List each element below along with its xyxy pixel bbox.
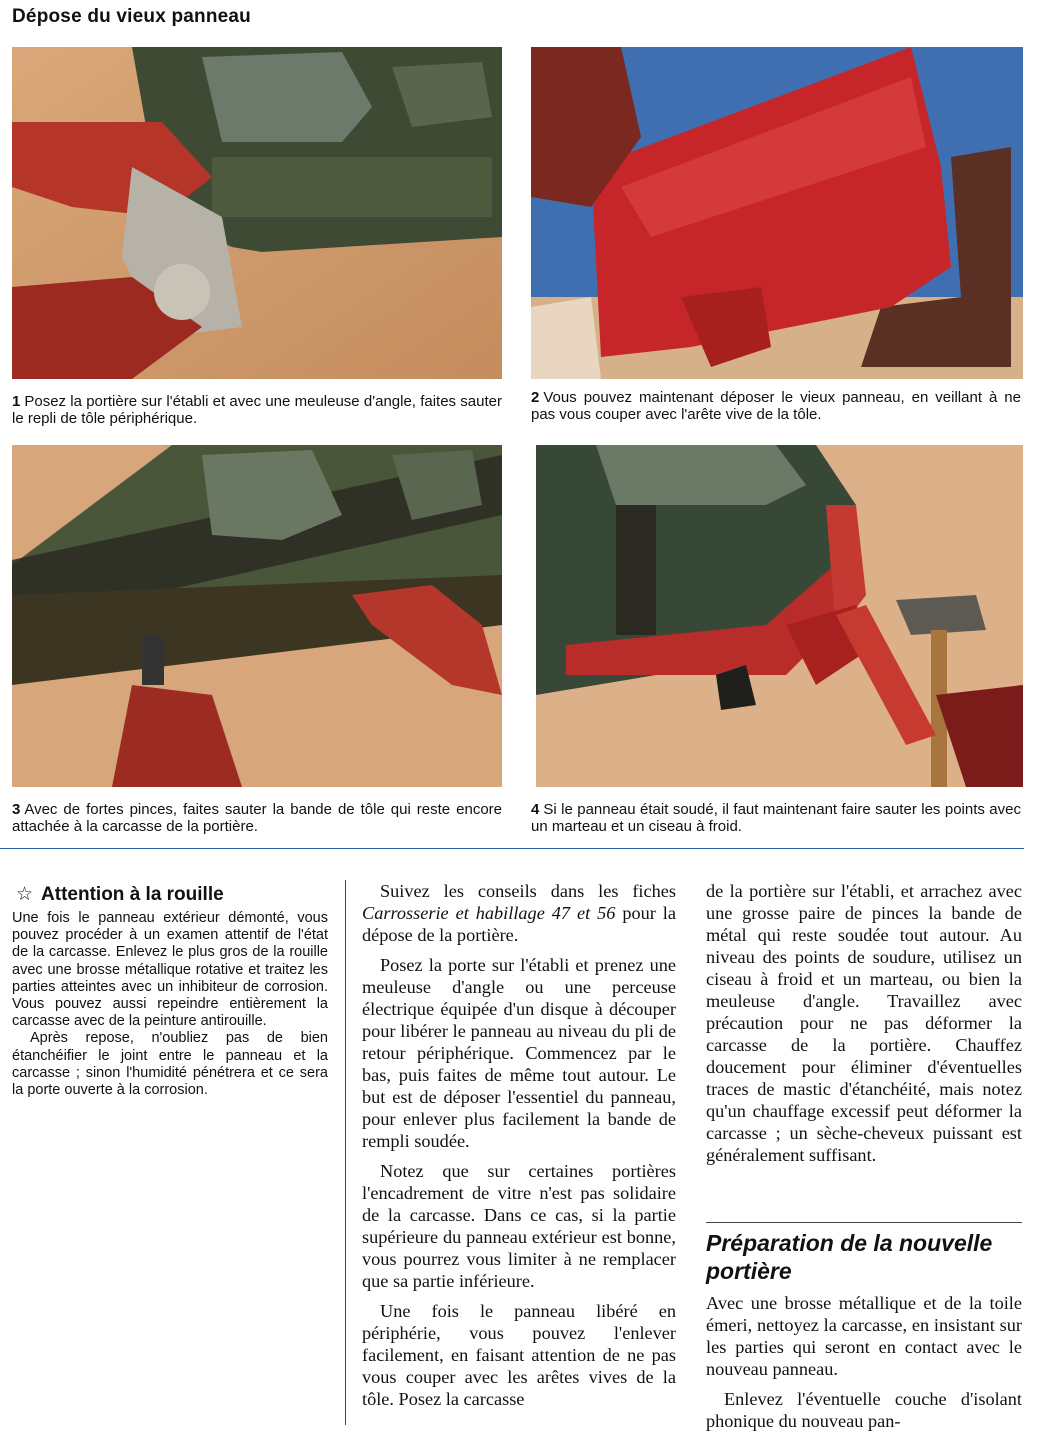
sidebar-paragraph: Après repose, n'oubliez pas de bien étanchéifier le joint entre le panneau et la carcasse ; sinon l'humidité pénétrera et ce sera la porte ouverte à la corrosion. bbox=[12, 1030, 328, 1099]
article-column-2 bbox=[362, 880, 676, 1418]
reference-title: Carrosserie et habillage 47 et 56 bbox=[362, 903, 616, 923]
article-column-3 bbox=[706, 880, 1022, 1174]
article-paragraph: de la portière sur l'établi, et arrachez avec une grosse paire de pinces la bande de métal qui reste soudée tout autour. Au niveau des points de soudure, utilisez un ciseau à froid et un marteau, ou bien la meuleuse d'angle. Travaillez avec précaution pour ne pas déformer la carcasse de la portière. Chauffez doucement pour éliminer d'éventuelles traces de mastic d'étanchéité, mais notez qu'un chauffage excessif peut déformer la carcasse ; un sèche-cheveux puissant est généralement suffisant. bbox=[706, 881, 1022, 1165]
star-outline-icon: ☆ bbox=[16, 883, 34, 905]
article-paragraph: Notez que sur certaines portières l'encadrement de vitre n'est pas solidaire de la carcasse. Dans ce cas, si la partie supérieure du panneau extérieur est bonne, vous pourrez vous limiter à ne remplacer que sa partie inférieure. bbox=[362, 1161, 676, 1291]
article-paragraph: Enlevez l'éventuelle couche d'isolant phonique du nouveau pan- bbox=[706, 1389, 1022, 1431]
photo-step-2 bbox=[531, 47, 1023, 379]
sidebar-body bbox=[12, 910, 328, 1099]
article-paragraph: Posez la porte sur l'établi et prenez une meuleuse d'angle ou une perceuse électrique équipée d'un disque à découper pour libérer le panneau au niveau du pli de retour périphérique. Commencez par le bas, puis faites de même tout autour. Le but est de déposer l'essentiel du panneau, pour enlever plus facilement la bande de rempli soudée. bbox=[362, 955, 676, 1151]
sidebar-paragraph: Une fois le panneau extérieur démonté, vous pouvez procéder à un examen attentif de l'état de la carcasse. Enlevez le plus gros de la rouille avec une brosse métallique rotative et traitez les parties atteintes avec un inhibiteur de corrosion. Vous pouvez aussi repeindre entièrement la carcasse avec de la peinture antirouille. bbox=[12, 910, 328, 1030]
sidebar-heading-text: Attention à la rouille bbox=[41, 884, 224, 905]
caption-step-4 bbox=[531, 801, 1021, 835]
article-paragraph: Suivez les conseils dans les fiches Carrosserie et habillage 47 et 56 pour la dépose de la portière. bbox=[362, 881, 676, 945]
page-title: Dépose du vieux panneau bbox=[12, 6, 251, 27]
article-column-3-section bbox=[706, 1292, 1022, 1440]
step-text: Vous pouvez maintenant déposer le vieux panneau, en veillant à ne pas vous couper avec l'arête vive de la tôle. bbox=[531, 389, 1021, 423]
step-number: 1 bbox=[12, 393, 21, 410]
step-text: Posez la portière sur l'établi et avec une meuleuse d'angle, faites sauter le repli de tôle périphérique. bbox=[12, 393, 502, 427]
step-text: Avec de fortes pinces, faites sauter la bande de tôle qui reste encore attachée à la carcasse de la portière. bbox=[12, 801, 502, 835]
step-number: 4 bbox=[531, 801, 540, 818]
photo-step-1 bbox=[12, 47, 502, 379]
section-rule bbox=[706, 1222, 1022, 1223]
step-text: Si le panneau était soudé, il faut maintenant faire sauter les points avec un marteau et un ciseau à froid. bbox=[531, 801, 1021, 835]
caption-step-2 bbox=[531, 389, 1021, 423]
article-paragraph: Une fois le panneau libéré en périphérie, vous pouvez l'enlever facilement, en faisant attention de ne pas vous couper avec les arêtes vives de la tôle. Posez la carcasse bbox=[362, 1301, 676, 1409]
column-divider bbox=[345, 880, 346, 1425]
step-number: 3 bbox=[12, 801, 21, 818]
photo-step-3 bbox=[12, 445, 502, 787]
sidebar-heading bbox=[16, 883, 224, 906]
caption-step-1 bbox=[12, 393, 502, 427]
step-number: 2 bbox=[531, 389, 540, 406]
section-heading: Préparation de la nouvelle portière bbox=[706, 1230, 993, 1284]
photo-step-4 bbox=[536, 445, 1023, 787]
caption-step-3 bbox=[12, 801, 502, 835]
article-paragraph: Avec une brosse métallique et de la toile émeri, nettoyez la carcasse, en insistant sur les parties qui seront en contact avec le nouveau panneau. bbox=[706, 1293, 1022, 1379]
section-divider bbox=[0, 848, 1024, 849]
